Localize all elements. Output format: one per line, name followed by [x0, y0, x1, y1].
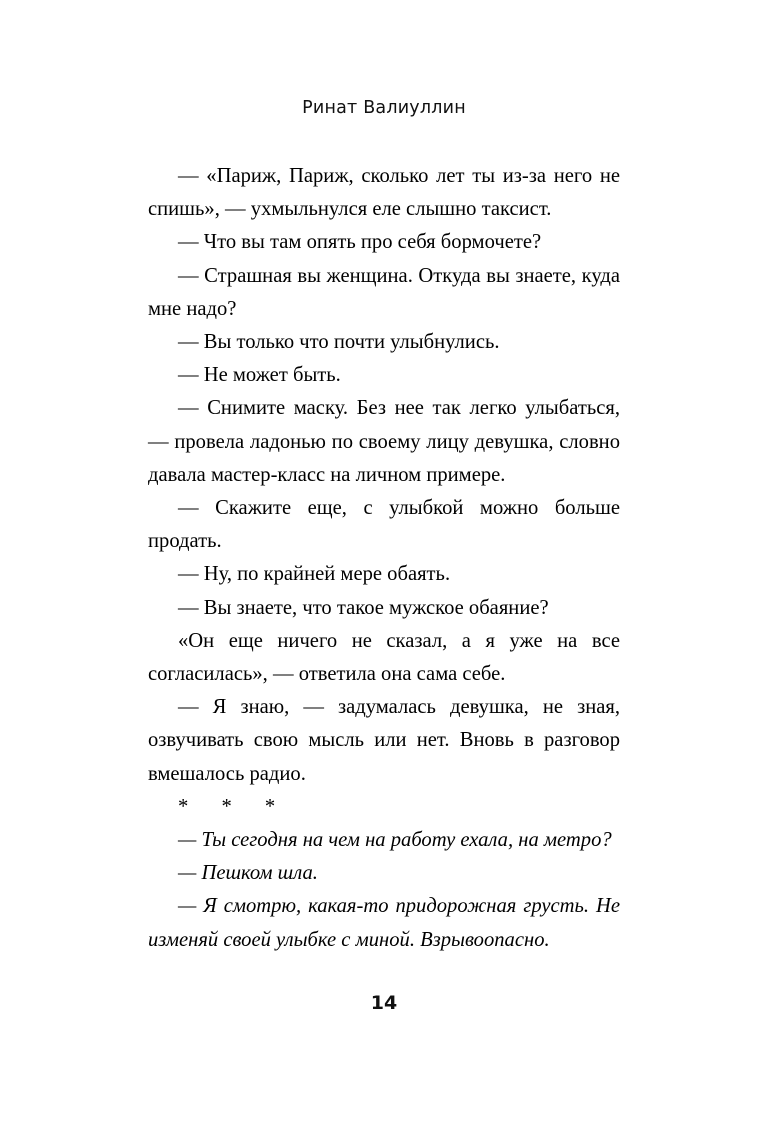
paragraph: — Страшная вы женщина. Откуда вы знаете, куда мне надо?	[148, 264, 620, 320]
paragraph: — «Париж, Париж, сколько лет ты из-за него не спишь», — ухмыльнулся еле слышно таксист.	[148, 165, 620, 221]
paragraph: — Снимите маску. Без нее так легко улыбаться, — провела ладонью по своему лицу девушка, словно давала мастер-класс на личном примере.	[148, 397, 620, 486]
paragraph-italic: — Ты сегодня на чем на работу ехала, на метро?	[178, 829, 612, 852]
paragraph: — Я знаю, — задумалась девушка, не зная, озвучивать свою мысль или нет. Вновь в разговор вмешалось радио.	[148, 696, 620, 785]
paragraph: — Вы только что почти улыбнулись.	[178, 331, 500, 354]
running-head: Ринат Валиуллин	[302, 98, 466, 118]
scene-break: * * *	[178, 795, 290, 818]
paragraph: — Скажите еще, с улыбкой можно больше продать.	[148, 497, 620, 553]
paragraph: — Что вы там опять про себя бормочете?	[178, 231, 542, 254]
page-body	[148, 160, 620, 957]
paragraph: — Вы знаете, что такое мужское обаяние?	[178, 596, 549, 619]
paragraph: — Не может быть.	[178, 364, 341, 387]
paragraph-italic: — Я смотрю, какая-то придорожная грусть. Не изменяй своей улыбке с миной. Взрывоопасно.	[148, 895, 620, 951]
paragraph-italic: — Пешком шла.	[178, 862, 318, 885]
page-number: 14	[370, 992, 398, 1014]
paragraph: «Он еще ничего не сказал, а я уже на все согласилась», — ответила она сама себе.	[148, 629, 620, 686]
paragraph: — Ну, по крайней мере обаять.	[178, 563, 451, 586]
